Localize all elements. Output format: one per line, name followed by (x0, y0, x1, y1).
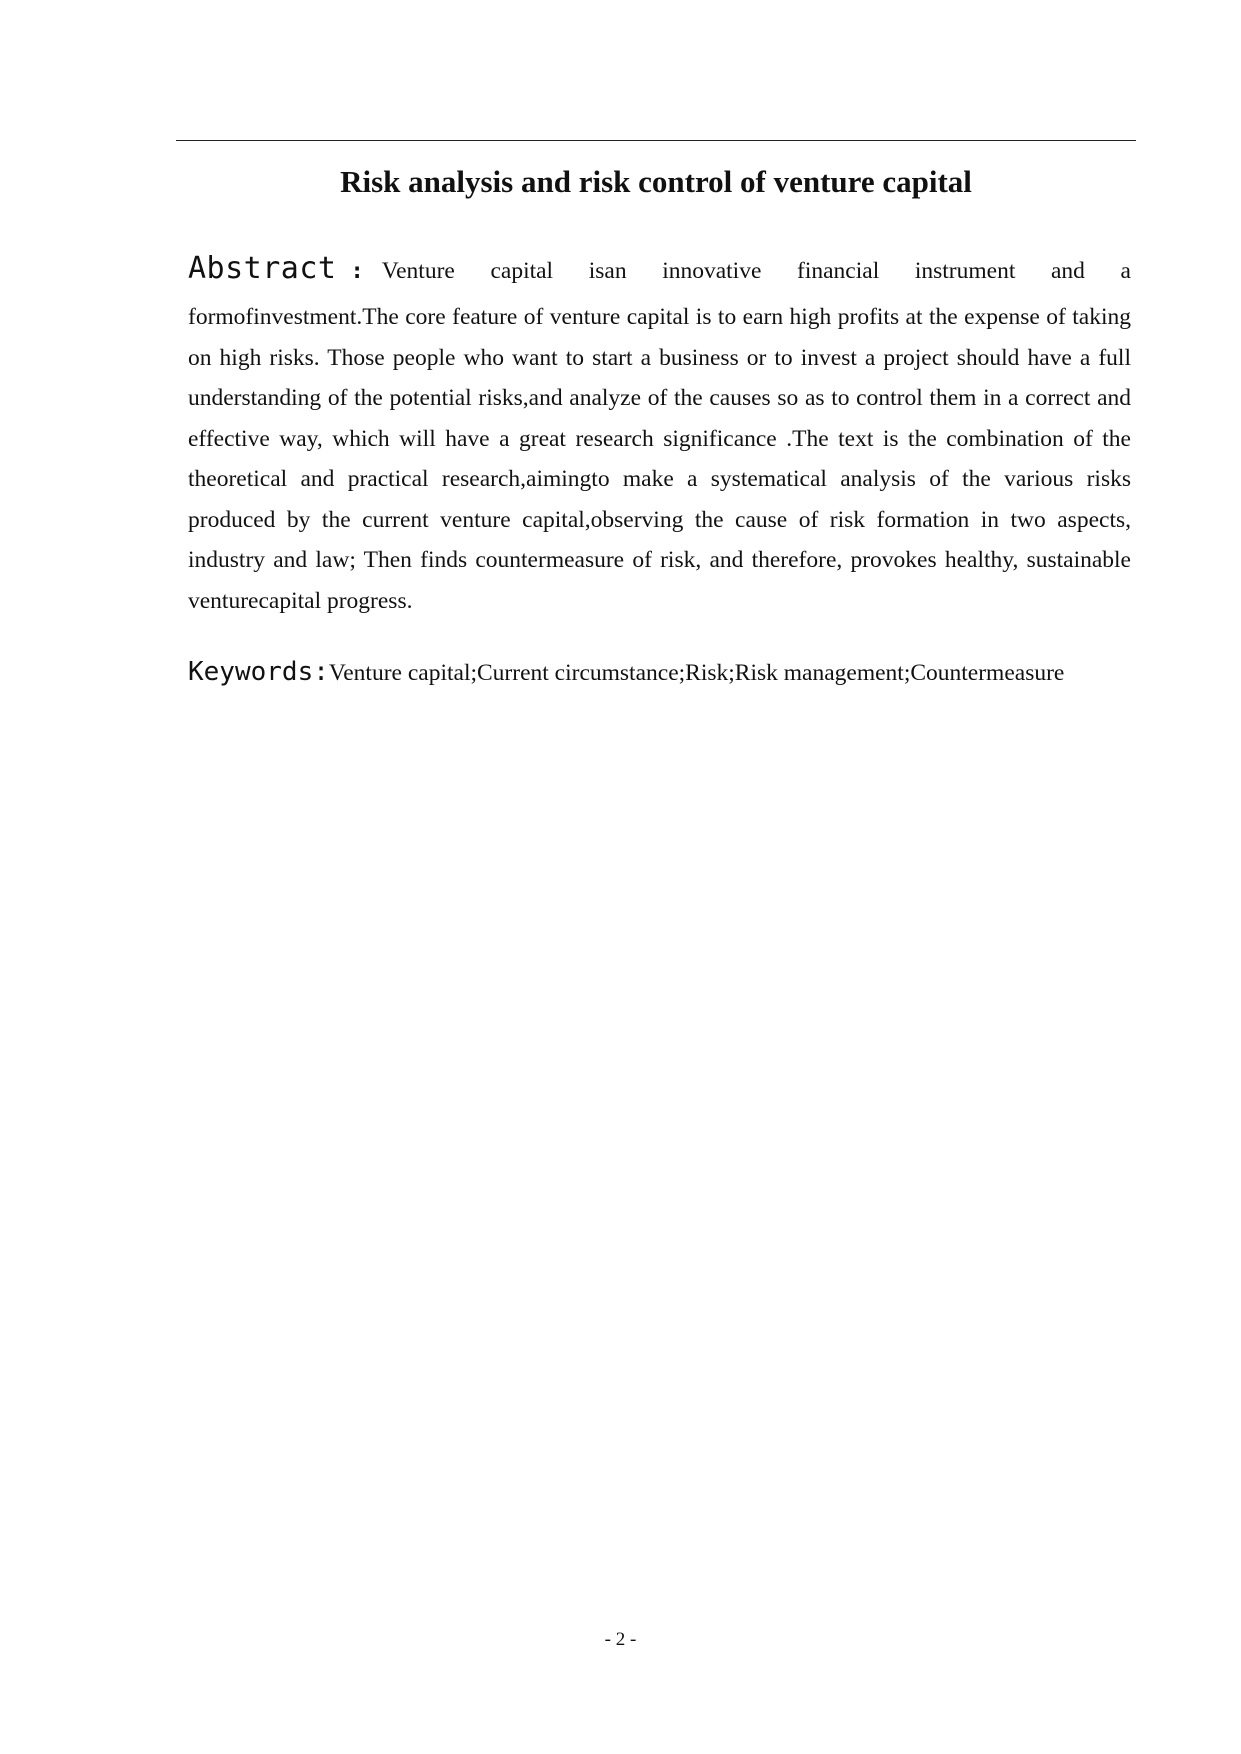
header-rule (176, 140, 1136, 141)
keywords-label: Keywords: (188, 657, 329, 687)
abstract-paragraph (188, 244, 1131, 621)
page-number: - 2 - (604, 1629, 637, 1650)
keywords-line (188, 655, 1131, 690)
abstract-first-line-text: Venture capital isan innovative financial instrument and a (381, 258, 1131, 284)
abstract-first-line (188, 244, 1131, 297)
abstract-colon: : (350, 259, 364, 284)
abstract-body: formofinvestment.The core feature of venture capital is to earn high profits at the expense of taking on high risks. Those people who want to start a business or to invest a project should have a full understanding of the potential risks,and analyze of the causes so as to control them in a correct and effective way, which will have a great research significance .The text is the combination of the theoretical and practical research,aimingto make a systematical analysis of the various risks produced by the current venture capital,observing the cause of risk formation in two aspects, industry and law; Then finds countermeasure of risk, and therefore, provokes healthy, sustainable venturecapital progress. (188, 304, 1131, 614)
abstract-label: Abstract (188, 251, 337, 286)
keywords-text: Venture capital;Current circumstance;Risk;Risk management;Countermeasure (328, 660, 1065, 686)
document-title: Risk analysis and risk control of venture capital (340, 164, 972, 199)
